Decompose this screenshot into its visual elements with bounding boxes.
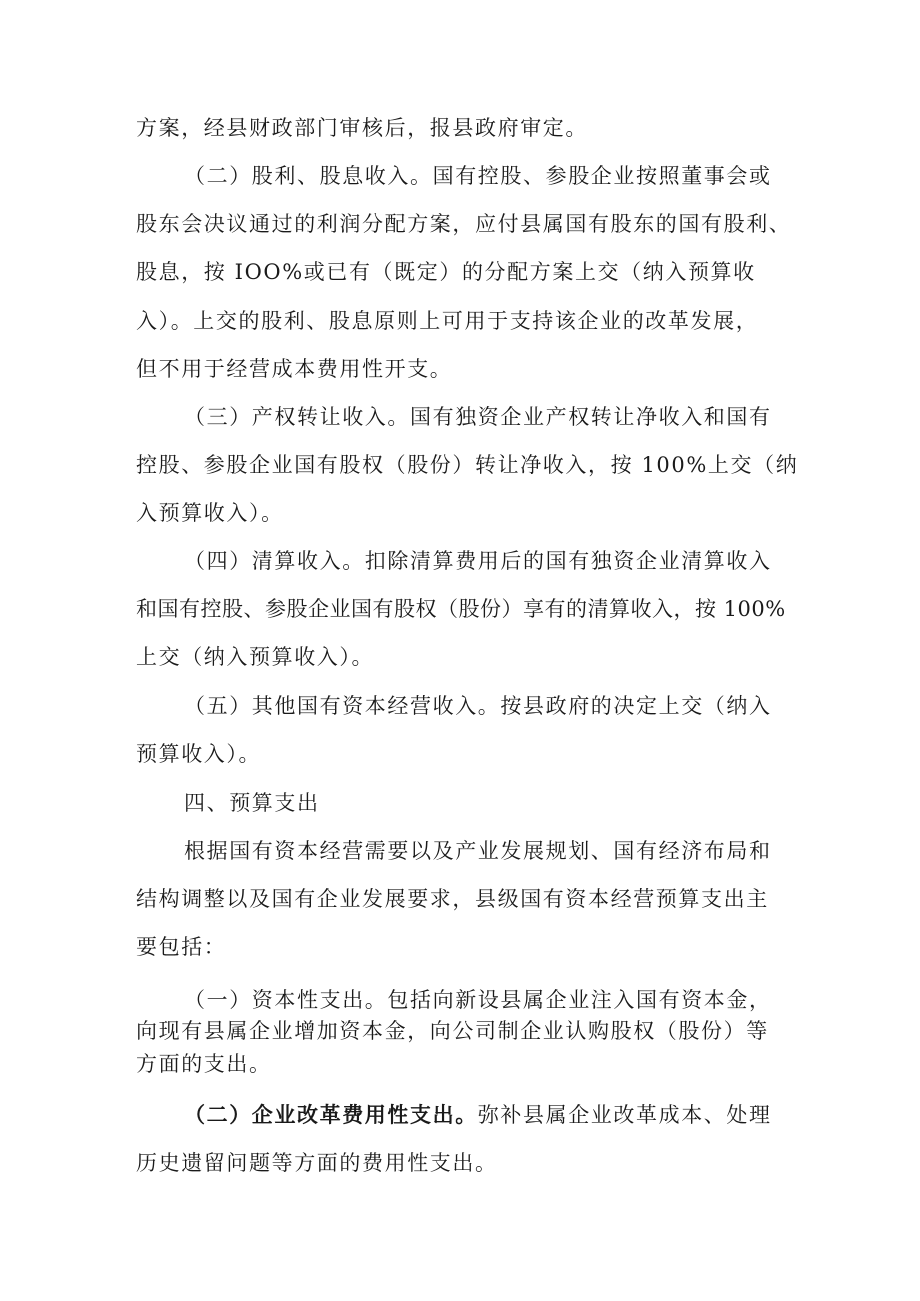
paragraph-line: 股东会决议通过的利润分配方案，应付县属国有股东的国有股利、 xyxy=(136,212,792,236)
paragraph-line: 但不用于经营成本费用性开支。 xyxy=(136,357,453,381)
paragraph-line: 和国有控股、参股企业国有股权（股份）享有的清算收入，按 100% xyxy=(136,597,786,621)
paragraph-line: （二）股利、股息收入。国有控股、参股企业按照董事会或 xyxy=(184,164,772,188)
paragraph-line: 要包括： xyxy=(136,935,227,959)
paragraph-text: 弥补县属企业改革成本、处理 xyxy=(477,1103,772,1127)
section-heading: 四、预算支出 xyxy=(184,791,320,815)
bold-heading: （二）企业改革费用性支出。 xyxy=(184,1102,478,1127)
paragraph-line: 入预算收入）。 xyxy=(136,501,284,525)
paragraph-line: （三）产权转让收入。国有独资企业产权转让净收入和国有 xyxy=(184,405,772,429)
paragraph-line: 预算收入）。 xyxy=(136,742,262,766)
paragraph-line: 结构调整以及国有企业发展要求，县级国有资本经营预算支出主 xyxy=(136,887,769,911)
paragraph-line: 入）。上交的股利、股息原则上可用于支持该企业的改革发展， xyxy=(136,309,759,333)
paragraph-line: 方案，经县财政部门审核后，报县政府审定。 xyxy=(136,116,588,140)
paragraph-line: （五）其他国有资本经营收入。按县政府的决定上交（纳入 xyxy=(184,694,772,718)
paragraph-line: 控股、参股企业国有股权（股份）转让净收入，按 100%上交（纳 xyxy=(136,453,799,477)
paragraph-line: 向现有县属企业增加资本金，向公司制企业认购股权（股份）等 xyxy=(136,1019,769,1043)
paragraph-line: 根据国有资本经营需要以及产业发展规划、国有经济布局和 xyxy=(184,839,772,863)
paragraph-line: 方面的支出。 xyxy=(136,1052,272,1076)
paragraph-line: （四）清算收入。扣除清算费用后的国有独资企业清算收入 xyxy=(184,549,772,573)
paragraph-line: 历史遗留问题等方面的费用性支出。 xyxy=(136,1151,498,1175)
paragraph-line: 股息，按 IOO%或已有（既定）的分配方案上交（纳入预算收 xyxy=(136,260,756,284)
paragraph-line xyxy=(184,1100,844,1130)
paragraph-line: （一）资本性支出。包括向新设县属企业注入国有资本金， xyxy=(184,988,772,1012)
paragraph-line: 上交（纳入预算收入）。 xyxy=(136,645,375,669)
